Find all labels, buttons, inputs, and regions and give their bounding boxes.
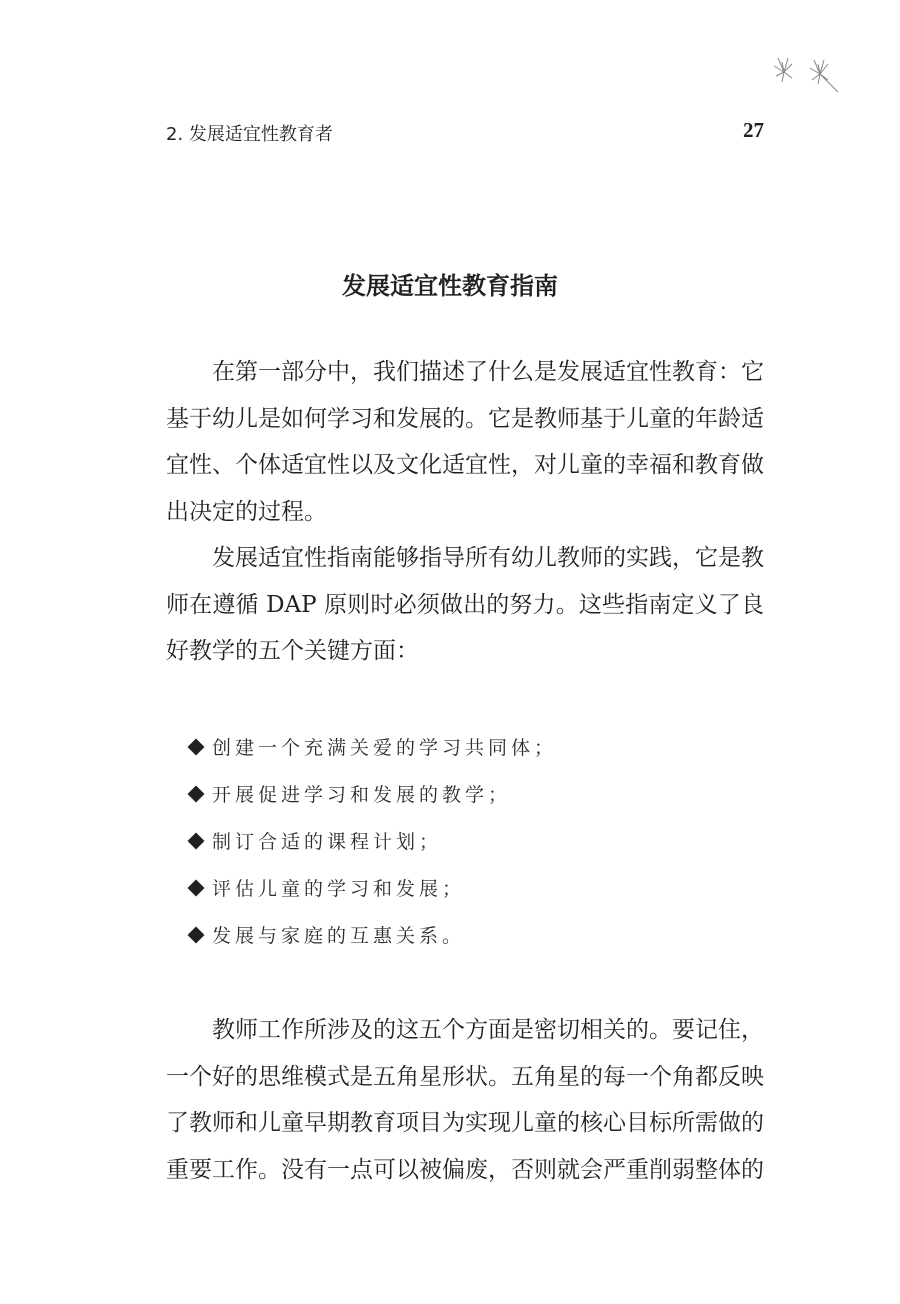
list-item	[190, 775, 557, 822]
dandelion-decoration-icon	[770, 40, 860, 100]
text-line: 宜性、个体适宜性以及文化适宜性，对儿童的幸福和教育做	[166, 452, 764, 478]
diamond-bullet-icon	[188, 927, 205, 944]
text-line: 在第一部分中，我们描述了什么是发展适宜性教育：它	[212, 359, 764, 385]
text-line: 基于幼儿是如何学习和发展的。它是教师基于儿童的年龄适	[166, 405, 764, 432]
diamond-bullet-icon	[188, 833, 205, 850]
text-line: 了教师和儿童早期教育项目为实现儿童的核心目标所需做的	[166, 1110, 764, 1136]
text-line: 好教学的五个关键方面：	[166, 638, 419, 664]
bullet-list	[190, 728, 557, 963]
list-item	[190, 869, 557, 916]
text-line: 教师工作所涉及的这五个方面是密切相关的。要记住，	[212, 1017, 764, 1043]
text-line: 重要工作。没有一点可以被偏废，否则就会严重削弱整体的	[166, 1156, 764, 1183]
list-item	[190, 728, 557, 775]
text-line: 发展适宜性指南能够指导所有幼儿教师的实践，它是教	[212, 545, 764, 571]
list-item-text: 创建一个充满关爱的学习共同体；	[212, 737, 558, 759]
list-item-text: 制订合适的课程计划；	[212, 831, 443, 853]
list-item-text: 开展促进学习和发展的教学；	[212, 784, 512, 806]
page-number: 27	[743, 118, 764, 142]
section-title: 发展适宜性教育指南	[342, 272, 558, 300]
diamond-bullet-icon	[188, 880, 205, 897]
paragraph-1	[166, 349, 764, 535]
list-item-text: 评估儿童的学习和发展；	[212, 878, 466, 900]
running-header-chapter: 2. 发展适宜性教育者	[166, 124, 333, 145]
paragraph-3	[166, 1007, 764, 1193]
text-line: 师在遵循 DAP 原则时必须做出的努力。这些指南定义了良	[166, 591, 764, 618]
text-line: 一个好的思维模式是五角星形状。五角星的每一个角都反映	[166, 1063, 764, 1090]
paragraph-2	[166, 535, 764, 675]
diamond-bullet-icon	[188, 786, 205, 803]
list-item-text: 发展与家庭的互惠关系。	[212, 925, 466, 947]
text-line: 出决定的过程。	[166, 498, 327, 525]
diamond-bullet-icon	[188, 739, 205, 756]
list-item	[190, 916, 557, 963]
list-item	[190, 822, 557, 869]
